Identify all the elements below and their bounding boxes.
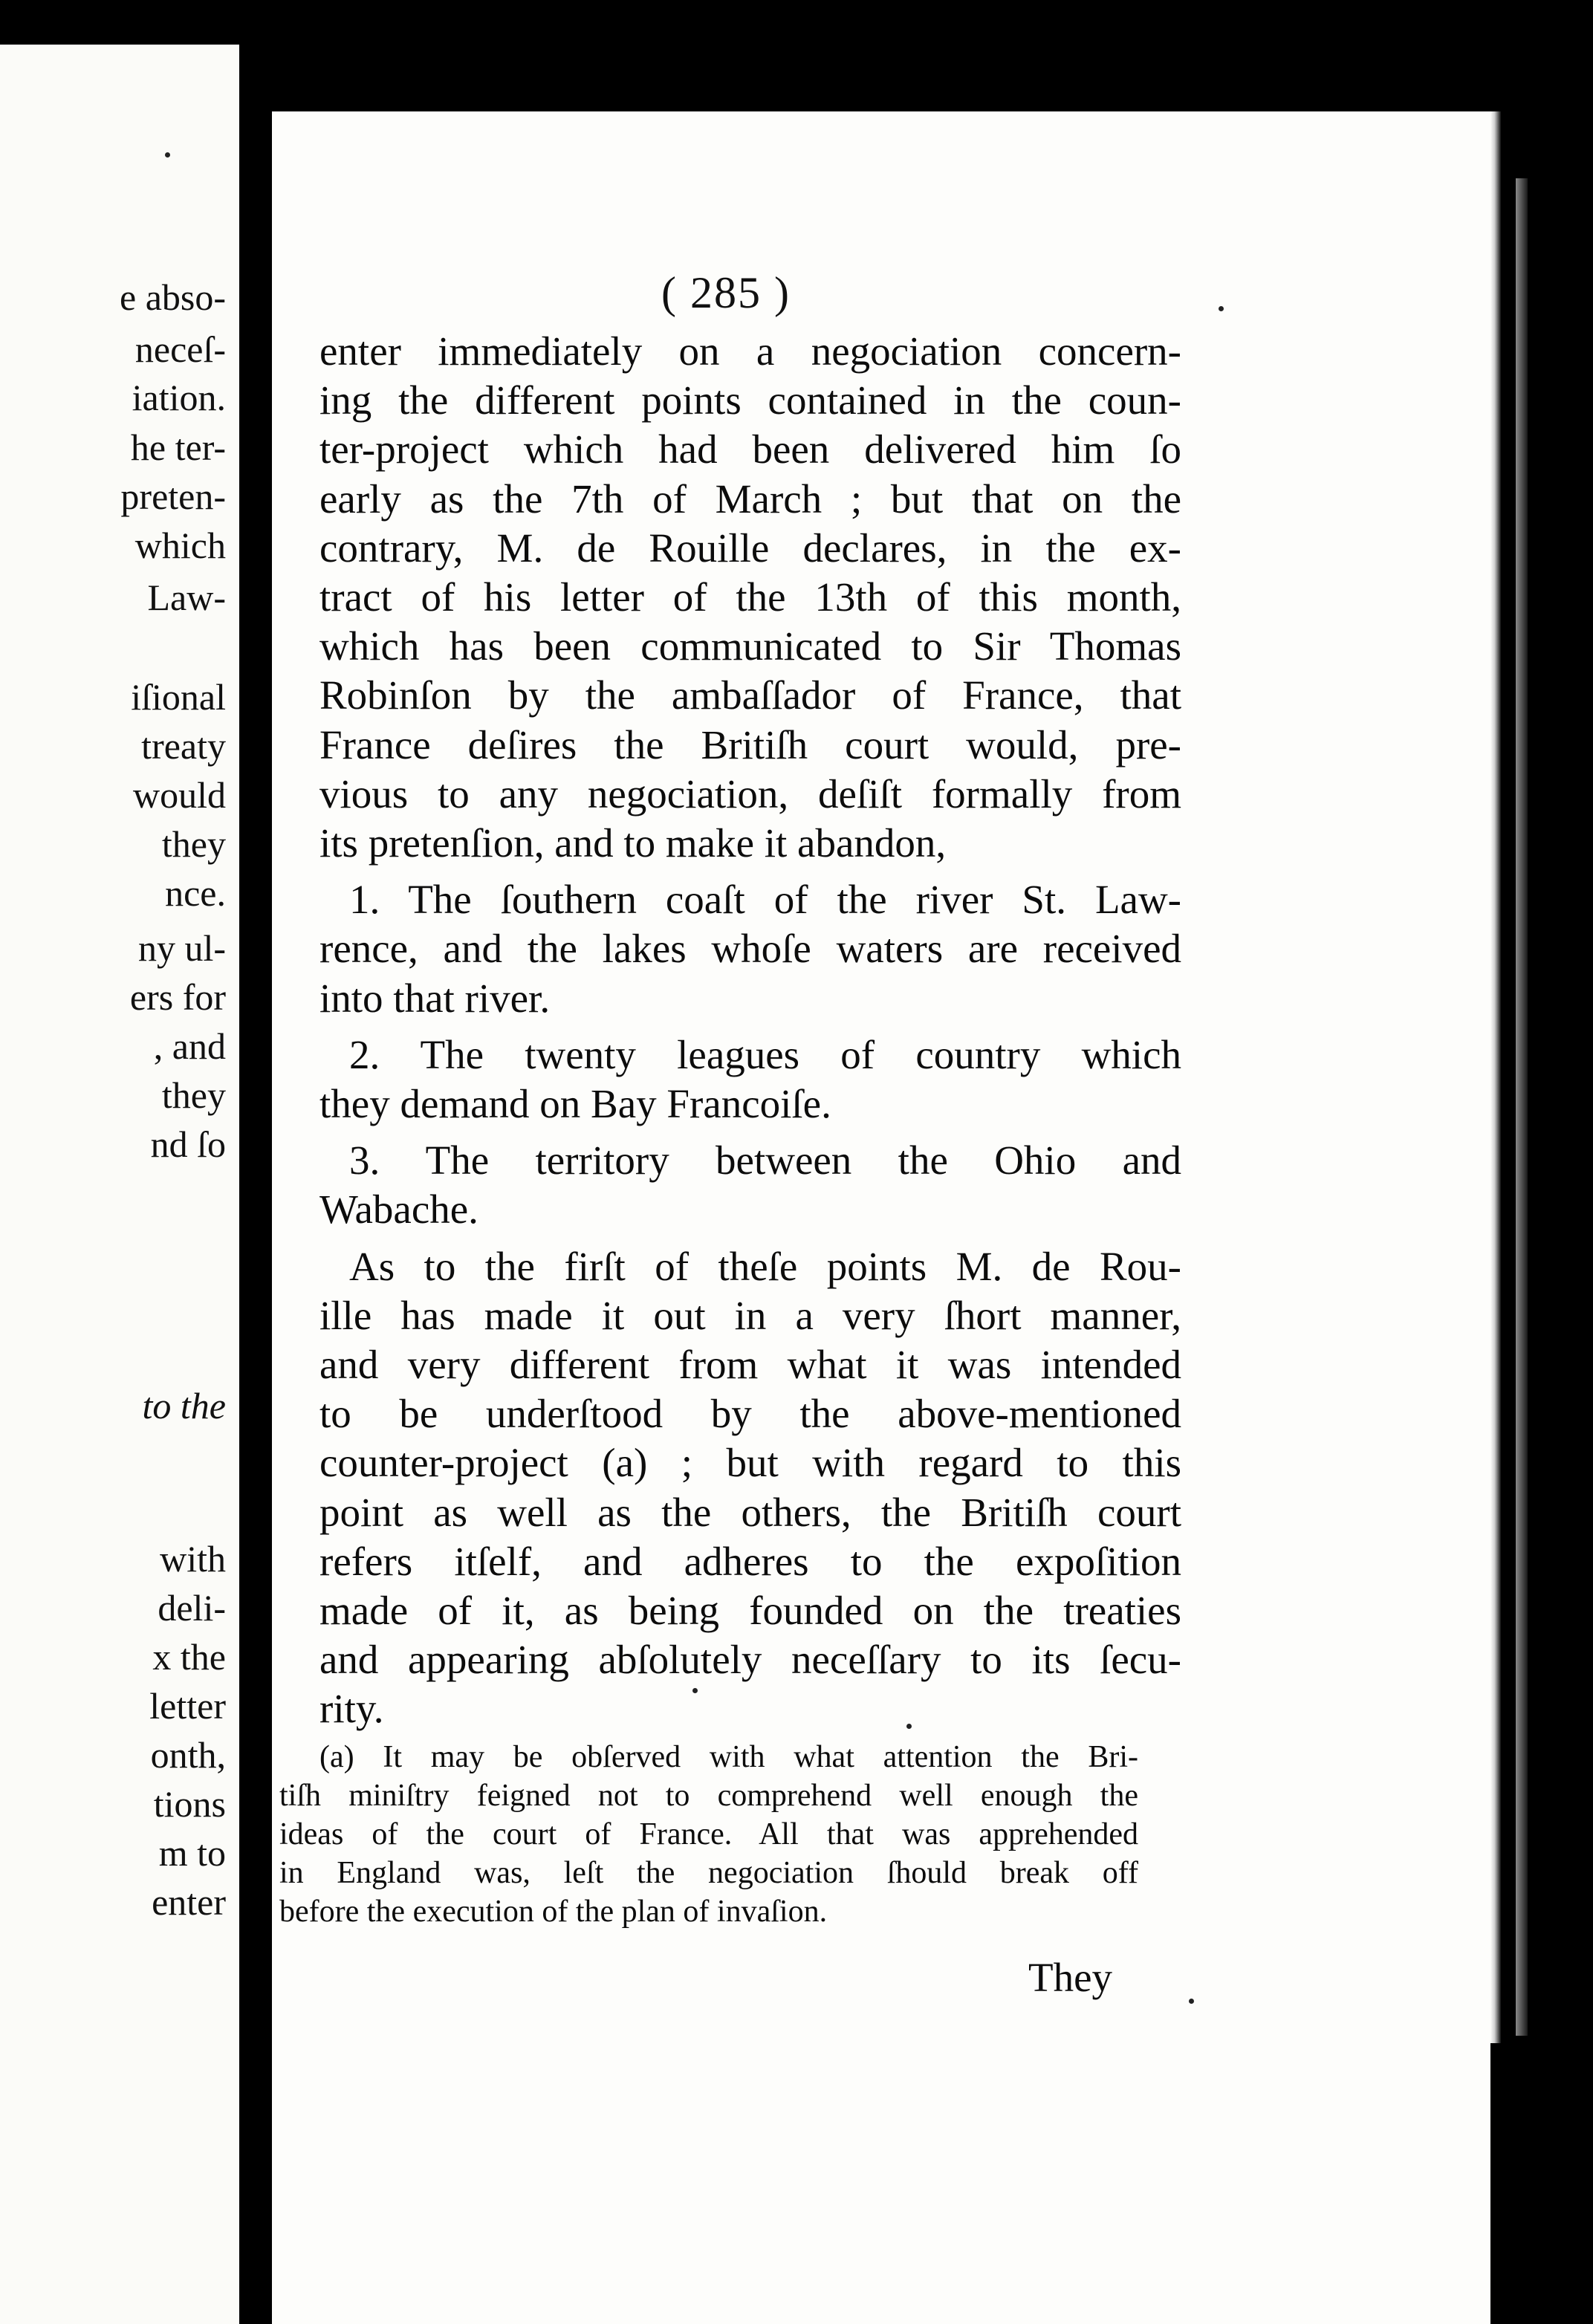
catchword: They: [1028, 1955, 1113, 2000]
ink-speck: [1189, 1999, 1194, 2004]
body-line: point as well as the others, the Britiſh court: [319, 1489, 1181, 1535]
previous-page-fragment: [0, 45, 239, 2324]
left-page-line: treaty: [141, 725, 226, 767]
body-line: ille has made it out in a very ſhort manner,: [319, 1292, 1181, 1338]
body-line: contrary, M. de Rouille declares, in the ex-: [319, 525, 1181, 571]
left-page-line: tions: [153, 1783, 226, 1825]
left-page-line: ers for: [129, 976, 226, 1018]
footnote-line: ideas of the court of France. All that was apprehended: [279, 1817, 1138, 1851]
body-line: Robinſon by the ambaſſador of France, that: [319, 672, 1181, 718]
body-line: made of it, as being founded on the treaties: [319, 1588, 1181, 1633]
left-page-line: ny ul-: [137, 927, 226, 969]
body-line: 2. The twenty leagues of country which: [349, 1031, 1181, 1077]
page-edge-stack: [1516, 178, 1528, 2036]
body-line: France deſires the Britiſh court would, pre-: [319, 721, 1181, 767]
book-gutter: [239, 0, 275, 2324]
footnote-line: (a) It may be obſerved with what attention the Bri-: [319, 1740, 1138, 1774]
left-page-line: with: [160, 1538, 226, 1580]
left-page-line: letter: [149, 1685, 226, 1727]
body-line: and appearing abſolutely neceſſary to its ſecu-: [319, 1637, 1181, 1683]
left-page-line: he ter-: [130, 426, 226, 468]
body-line: tract of his letter of the 13th of this month,: [319, 574, 1181, 620]
body-line: into that river.: [319, 975, 551, 1021]
page-edge-shadow: [1490, 111, 1501, 2043]
left-page-line: to the: [142, 1385, 226, 1426]
left-page-line: e abso-: [120, 276, 226, 318]
body-line: ing the different points contained in the coun-: [319, 377, 1181, 423]
left-page-line: would: [133, 774, 226, 816]
left-page-line: Law-: [147, 577, 226, 618]
body-line: Wabache.: [319, 1187, 478, 1233]
left-page-line: they: [161, 823, 226, 865]
body-line: its pretenſion, and to make it abandon,: [319, 820, 947, 866]
page-number: ( 285 ): [661, 268, 791, 317]
left-page-line: iſional: [131, 676, 226, 718]
body-line: counter-project (a) ; but with regard to this: [319, 1440, 1181, 1486]
ink-speck: [1219, 306, 1224, 311]
left-page-line: , and: [153, 1025, 226, 1067]
body-line: they demand on Bay Francoiſe.: [319, 1081, 831, 1126]
left-page-line: onth,: [150, 1734, 226, 1776]
left-page-line: which: [134, 525, 226, 566]
left-page-line: deli-: [158, 1587, 226, 1629]
left-page-line: preten-: [120, 475, 226, 517]
left-page-line: enter: [152, 1881, 226, 1923]
footnote-line: before the execution of the plan of invaſion.: [279, 1895, 828, 1929]
ink-speck: [165, 152, 170, 158]
body-line: ter-project which had been delivered him ſo: [319, 426, 1181, 473]
left-page-line: nd ſo: [150, 1123, 226, 1165]
body-line: refers itſelf, and adheres to the expoſition: [319, 1538, 1181, 1584]
footnote-line: in England was, leſt the negociation ſhould break off: [279, 1856, 1138, 1890]
body-line: 3. The territory between the Ohio and: [349, 1137, 1181, 1184]
ink-speck: [692, 1688, 698, 1693]
body-line: early as the 7th of March ; but that on the: [319, 475, 1181, 522]
body-line: rity.: [319, 1686, 384, 1732]
body-line: to be underſtood by the above-mentioned: [319, 1391, 1181, 1437]
left-page-line: x the: [152, 1636, 226, 1678]
body-line: As to the firſt of theſe points M. de Rou-: [349, 1243, 1181, 1289]
ink-speck: [906, 1724, 912, 1729]
body-line: vious to any negociation, deſiſt formally from: [319, 770, 1181, 817]
left-page-line: nce.: [165, 872, 226, 914]
body-line: which has been communicated to Sir Thomas: [319, 623, 1181, 669]
body-line: and very different from what it was intended: [319, 1342, 1181, 1387]
body-line: rence, and the lakes whoſe waters are received: [319, 926, 1181, 972]
body-line: 1. The ſouthern coaſt of the river St. Law-: [349, 877, 1181, 923]
footnote-line: tiſh miniſtry feigned not to comprehend well enough the: [279, 1779, 1138, 1813]
left-page-line: iation.: [132, 377, 226, 418]
body-line: enter immediately on a negociation concern-: [319, 328, 1181, 374]
left-page-line: neceſ-: [134, 328, 226, 370]
left-page-line: they: [161, 1074, 226, 1116]
left-page-line: m to: [158, 1832, 226, 1874]
